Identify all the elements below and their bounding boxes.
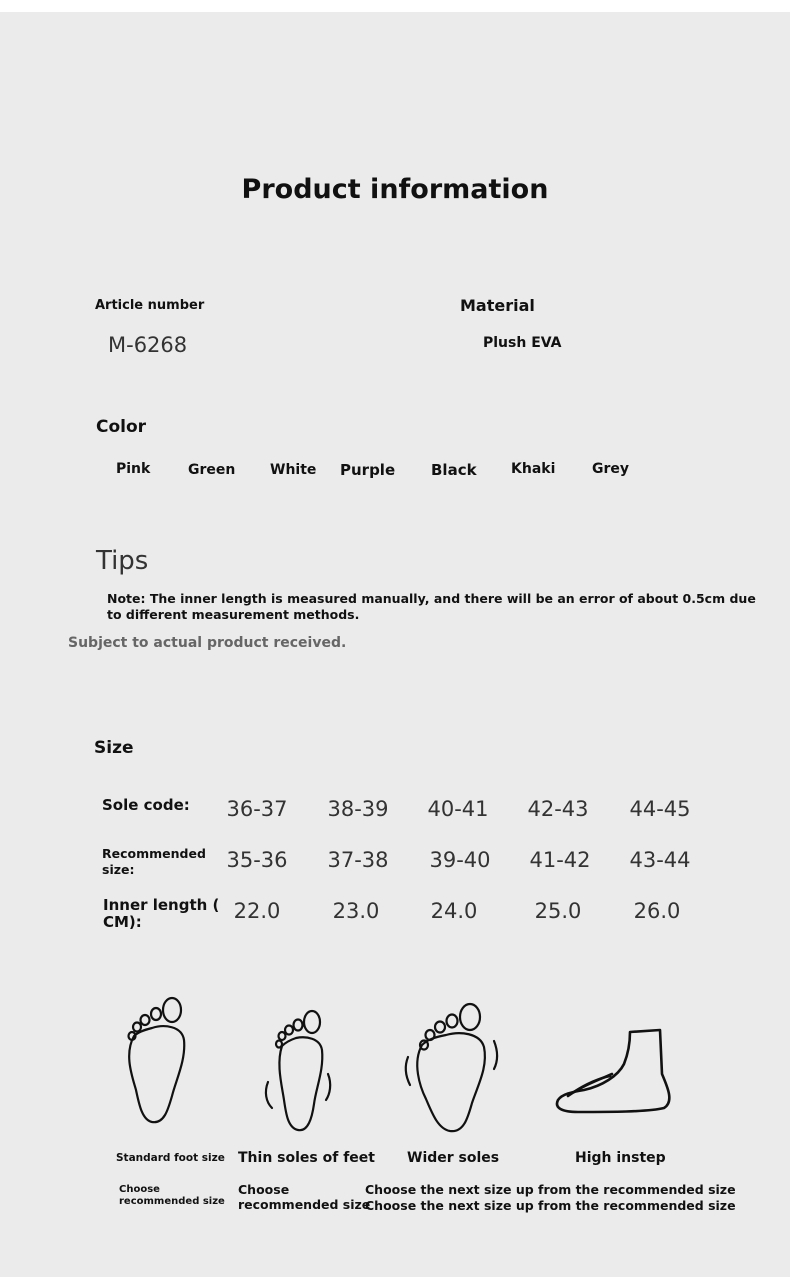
inner-length-value: 23.0 — [332, 899, 380, 923]
standard-foot-icon — [112, 994, 202, 1126]
wide-foot-icon — [398, 997, 502, 1137]
thin-foot-caption: Thin soles of feet — [238, 1150, 375, 1166]
standard-foot-advice-line-1: Choose — [119, 1184, 160, 1195]
thin-foot-advice-line-2: recommended size — [238, 1197, 371, 1212]
color-option-grey: Grey — [592, 461, 630, 477]
tips-subject-note: Subject to actual product received. — [68, 635, 347, 651]
inner-length-label-line-1: Inner length ( — [103, 896, 220, 914]
sole-code-value: 40-41 — [427, 797, 489, 821]
standard-foot-caption: Standard foot size — [116, 1152, 225, 1164]
inner-length-value: 26.0 — [633, 899, 681, 923]
sole-code-value: 38-39 — [327, 797, 389, 821]
recommended-size-value: 35-36 — [226, 848, 288, 872]
recommended-size-value: 41-42 — [529, 848, 591, 872]
sole-code-value: 36-37 — [226, 797, 288, 821]
recommended-size-label-line-1: Recommended — [102, 846, 206, 861]
inner-length-value: 22.0 — [233, 899, 281, 923]
color-option-green: Green — [188, 462, 236, 478]
color-label: Color — [96, 417, 147, 437]
wide-foot-advice-line-1: Choose the next size up from the recommended size — [365, 1182, 736, 1197]
material-value: Plush EVA — [483, 335, 562, 351]
recommended-size-value: 37-38 — [327, 848, 389, 872]
color-option-pink: Pink — [116, 461, 151, 477]
wide-foot-caption: Wider soles — [407, 1150, 500, 1166]
inner-length-label-line-2: CM): — [103, 913, 142, 931]
thin-foot-advice-line-1: Choose — [238, 1182, 290, 1197]
color-option-purple: Purple — [340, 461, 396, 479]
thin-foot-icon — [258, 1004, 338, 1136]
inner-length-value: 24.0 — [430, 899, 478, 923]
article-number-value: M-6268 — [108, 333, 188, 357]
wide-foot-advice-line-2: Choose the next size up from the recommended size — [365, 1198, 736, 1213]
standard-foot-advice-line-2: recommended size — [119, 1196, 225, 1207]
tips-heading: Tips — [96, 546, 149, 576]
size-heading: Size — [94, 738, 134, 758]
inner-length-value: 25.0 — [534, 899, 582, 923]
sole-code-label: Sole code: — [102, 796, 190, 814]
tips-note-line-2: to different measurement methods. — [107, 607, 360, 622]
article-number-label: Article number — [95, 298, 205, 313]
tips-note-line-1: Note: The inner length is measured manually, and there will be an error of about 0.5cm due — [107, 591, 756, 606]
material-label: Material — [460, 296, 535, 315]
color-option-white: White — [270, 462, 317, 478]
high-instep-foot-icon — [548, 1024, 680, 1116]
sole-code-value: 42-43 — [527, 797, 589, 821]
recommended-size-value: 43-44 — [629, 848, 691, 872]
color-option-black: Black — [431, 461, 477, 479]
sole-code-value: 44-45 — [629, 797, 691, 821]
product-info-page — [0, 12, 790, 1277]
high-instep-caption: High instep — [575, 1150, 666, 1166]
color-option-khaki: Khaki — [511, 461, 556, 477]
recommended-size-label-line-2: size: — [102, 862, 135, 877]
recommended-size-value: 39-40 — [429, 848, 491, 872]
page-title: Product information — [241, 174, 549, 205]
